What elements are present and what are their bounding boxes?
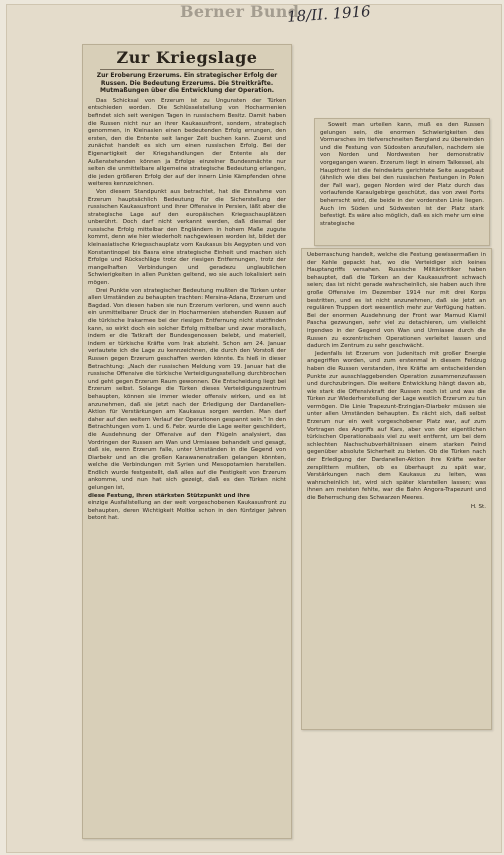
article-paragraph: Ueberraschung handelt, welche die Festung gewissermaßen in der Kehle gepackt hat, wo die Verteidiger sich keines Hauptangriffs versahen. Russische Militärkritiker haben behauptet, daß die Türken an der Kaukasusfront schwach seien; das ist nicht gerade wahrscheinlich, sie haben auch ihre große Offensive im Dezember 1914 nur mit drei Korps bestritten, und es ist nicht anzunehmen, daß sie jetzt an regulären Truppen dort wesentlich mehr zur Verfügung hatten. Bei der enormen Ausdehnung der Front war Mamud Kiamil Pascha gezwungen, sehr viel zu detachieren, um vielleicht irgendwo in der Gegend von Wan und Urmiasee durch die Russen zu exzentrischen Operationen verleitet lassen und dadurch im Zentrum zu sehr geschwächt. <box>307 252 486 350</box>
newspaper-masthead: Berner Bund <box>180 2 300 21</box>
article-subheading: Zur Eroberung Erzerums. Ein strategischer Erfolg der Russen. Die Bedeutung Erzerums. Die Streitkräfte. Mutmaßungen über die Entwicklung der Operation. <box>96 72 278 95</box>
article-paragraph: Jedenfalls ist Erzerum von Judenitsch mit großer Energie angegriffen worden, und zum erstenmal in diesem Feldzug haben die Russen verstanden, ihre Kräfte am entscheidenden Punkte zur ausschlaggebenden Operation zusammenzufassen und durchzubringen. Die weitere Entwicklung hängt davon ab, wie stark die Offensivkraft der Russen noch ist und was die Türken zur Wiederherstellung der Lage westlich Erzerum zu tun vermögen. Die Linie Trapezunt-Erzingjan-Diarbekr müssen sie unter allen Umständen behaupten. Es rächt sich, daß selbst Erzerum nur ein weit vorgeschobener Platz war, auf zum Vortragen des Angriffs auf Kars, aber von der eigentlichen türkischen Operationsbasis viel zu weit entfernt, um bei dem schlechten Nachschubverhältnissen einem starken Feind gegenüber absolute Sicherheit zu bieten. Ob die Türken nach der Erledigung der Dardanellen-Aktion ihre Kräfte weiter zersplittern mußten, ob es überhaupt zu spät war, Verstärkungen nach dem Kaukasus zu leiten, was wahrscheinlich ist, wird sich später klarstellen lassen; was ihnen am meisten fehlte, war die Bahn Angora-Trapezunt und die Beherrschung des Schwarzen Meeres. <box>307 350 486 501</box>
article-clipping-conclusion <box>301 248 492 730</box>
article-paragraph: Von diesem Standpunkt aus betrachtet, hat die Einnahme von Erzerum hauptsächlich Bedeutung für die Sicherstellung der russischen Kaukasusfront und ihrer Offensive in Persien, läßt aber die strategische Lage auf den europäischen Kriegsschauplätzen unberührt. Doch darf nicht verkannt werden, daß diesmal der russische Erfolg mittelbar den Engländern in hohem Maße zugute kommt, denn wie hier wiederholt nachgewiesen worden ist, bildet der kleinasiatische Kriegsschauplatz vom Kaukasus bis Aegypten und von Konstantinopel bis Basra eine strategische Einheit und machen sich Erfolge und Rückschläge trotz der riesigen Entfernungen, trotz der mangelhaften Verbindungen und geradezu unglaublichen Schwierigkeiten in allen Punkten geltend, wo sie auch lokalisiert sein mögen. <box>88 188 286 287</box>
headline-divider <box>100 69 274 70</box>
article-clipping-continuation <box>314 118 490 246</box>
author-signature: H. St. <box>470 503 486 510</box>
article-paragraph: Soweit man urteilen kann, muß es den Russen gelungen sein, die enormen Schwierigkeiten des Vormarsches im tiefverschneiten Bergland zu überwinden und die Festung von Südosten anzufallen, nachdem sie von Norden und Nordwesten her demonstrativ vorgegangen waren. Erzerum liegt in einem Talkessel, als Hauptfront ist die feindwärts gerichtete Seite ausgebaut (ähnlich wie dies bei den russischen Festungen in Polen der Fall war), gegen Norden wird der Platz durch das vorlaufende Karaulgebirge geschützt, das von zwei Forts beherrscht wird, die beide in der vordersten Linie liegen. Auch im Süden und Südwesten ist der Platz stark befestigt. Es wäre also möglich, daß es sich mehr um eine strategische <box>320 122 484 227</box>
article-paragraph: Das Schicksal von Erzerum ist zu Ungunsten der Türken entschieden worden. Die Schlüsselstellung von Hocharmenien befindet sich seit wenigen Tagen in russischem Besitz. Damit haben die Russen nicht nur an ihrer Kaukasusfront, sondern, strategisch genommen, in Kleinasien einen bedeutenden Erfolg errungen, den ersten, den die Entente seit langer Zeit buchen kann. Zuerst und zunächst handelt es sich um einen russischen Erfolg. Bei der Eigenartigkeit der Kriegshandlungen der Entente als der Außenstehenden können ja Erfolge einzelner Bundesmächte nur selten die unmittelbare allgemeine strategische Bedeutung erlangen, die jeden größeren Erfolg der auf der innern Linie Kämpfenden ohne weiteres kennzeichnen. <box>88 97 286 188</box>
article-bold-line: diese Festung, ihren stärksten Stützpunkt und ihre <box>88 492 250 499</box>
article-headline: Zur Kriegslage <box>116 48 258 67</box>
article-paragraph: einzige Ausfallstellung an der weit vorgeschobenen Kaukasusfront zu behaupten, deren Wichtigkeit Moltke schon in den fünfziger Jahren betont hat. <box>88 500 286 522</box>
handwritten-date: 18/II. 1916 <box>286 2 372 26</box>
article-paragraph: Drei Punkte von strategischer Bedeutung mußten die Türken unter allen Umständen zu behaupten trachten: Mersina-Adana, Erzerum und Bagdad. Von diesen haben sie nun Erzerum verloren, und wenn auch ein unmittelbarer Druck der in Hocharmenien stehenden Russen auf die türkische Irakarmee bei der riesigen Entfernung nicht stattfinden kann, so wirkt doch ein solcher Erfolg mittelbar und zwar moralisch, indem er die Tatkraft der Bundesgenossen belebt, und materiell, indem er türkische Kräfte vom Irak abzieht. Schon am 24. Januar verlautete ich die Lage zu kennzeichnen, die durch den Vorstoß der Russen gegen Erzerum geschaffen werden könnte. Es hieß in dieser Betrachtung: „Nach der russischen Meldung vom 19. Januar hat die russische Offensive die türkische Verteidigungsstellung durchbrochen und geht gegen Erzerum Raum gewonnen. Die Entscheidung liegt bei Erzerum selbst. Solange die Türken dieses Verteidigungszentrum behaupten, können sie immer wieder offensiv wirken, und es ist anzunehmen, daß sie jetzt nach der Erledigung der Dardanellen-Aktion für Verstärkungen am Kaukasus sorgen werden. Man darf daher auf den weitern Verlauf der Operationen gespannt sein.“ In den Betrachtungen vom 1. und 6. Febr. wurde die Lage weiter geschildert, die Ausdehnung der Offensive auf den Flügeln analysiert, das Vordringen der Russen am Wan und Urmiasee behandelt und gesagt, daß sie, wenn Erzerum falle, unter Umständen in die Gegend von Diarbekr und an die großen Karawanenstraßen gelangen könnten, welche die Verbindungen mit Syrien und Mesopotamien herstellen. Endlich wurde festgestellt, daß alles auf die Festigkeit von Erzerum ankomme, und nun hat sich gezeigt, daß es den Türken nicht gelungen ist, <box>88 287 286 492</box>
article-clipping-main <box>82 44 292 839</box>
